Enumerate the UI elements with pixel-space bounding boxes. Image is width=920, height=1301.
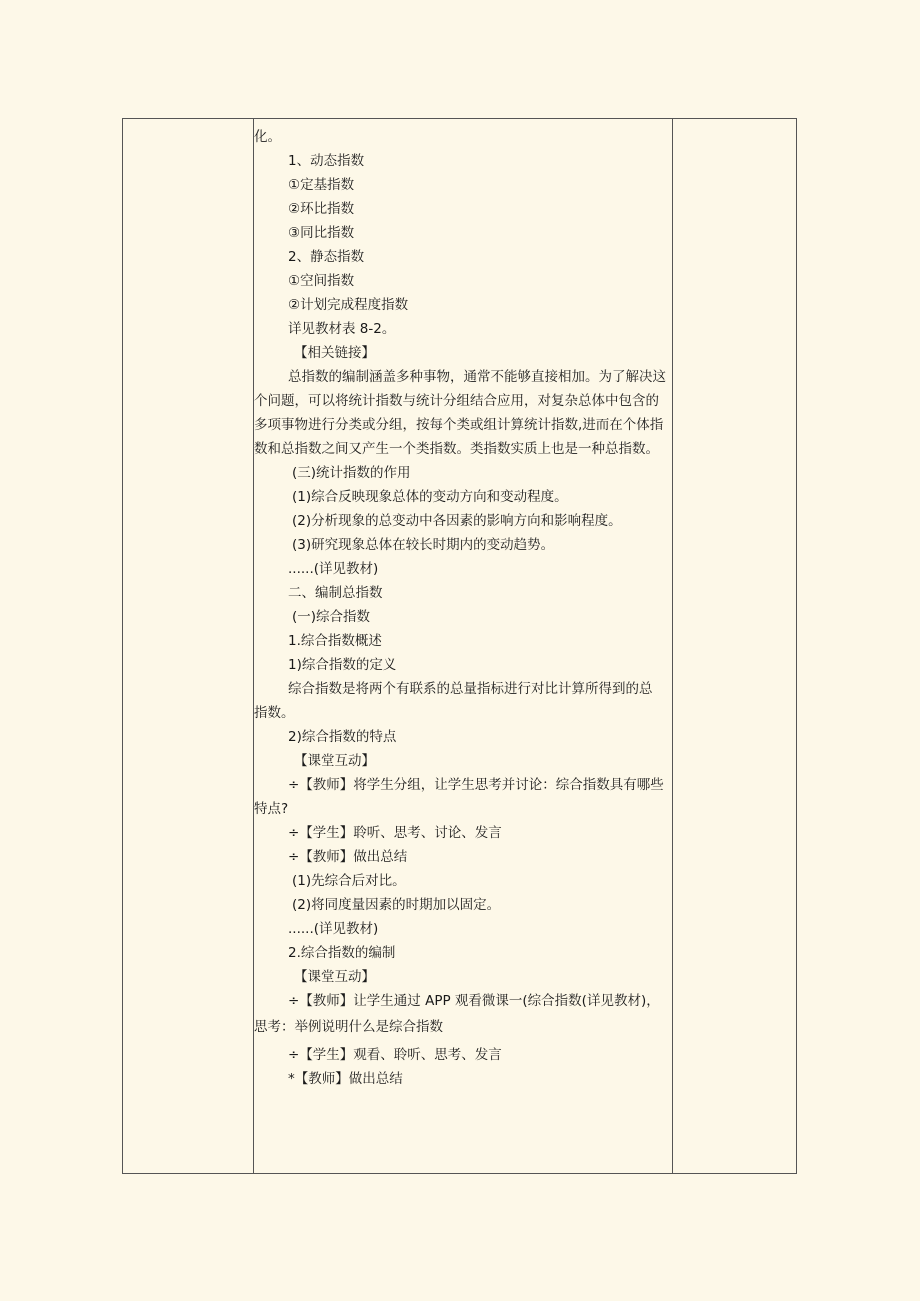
content-line: 综合指数是将两个有联系的总量指标进行对比计算所得到的总 xyxy=(288,681,653,697)
content-line: ÷【教师】做出总结 xyxy=(288,849,408,865)
content-line: ①空间指数 xyxy=(288,273,355,289)
content-line: (3)研究现象总体在较长时期内的变动趋势。 xyxy=(292,537,555,553)
content-line: 数和总指数之间又产生一个类指数。类指数实质上也是一种总指数。 xyxy=(254,441,659,457)
content-line: ÷【教师】让学生通过 APP 观看微课一(综合指数(详见教材)， xyxy=(288,993,660,1009)
content-line: (2)将同度量因素的时期加以固定。 xyxy=(292,897,501,913)
content-line: 多项事物进行分类或分组，按每个类或组计算统计指数,进而在个体指 xyxy=(254,417,664,433)
content-line: 2、静态指数 xyxy=(288,249,365,265)
content-line: (一)综合指数 xyxy=(292,609,371,625)
content-line: 1、动态指数 xyxy=(288,153,365,169)
content-line: ÷【学生】观看、聆听、思考、发言 xyxy=(288,1047,502,1063)
content-line: ......(详见教材) xyxy=(288,561,379,577)
content-line: 1.综合指数概述 xyxy=(288,633,382,649)
content-line: ......(详见教材) xyxy=(288,921,379,937)
content-line: 指数。 xyxy=(254,705,295,721)
content-line: 详见教材表 8-2。 xyxy=(288,321,396,337)
table-column-divider-right xyxy=(672,119,673,1173)
content-line: (三)统计指数的作用 xyxy=(292,465,411,481)
content-line: 2.综合指数的编制 xyxy=(288,945,396,961)
content-line: 【相关链接】 xyxy=(294,345,375,361)
content-line: ②计划完成程度指数 xyxy=(288,297,409,313)
content-line: 化。 xyxy=(254,129,281,145)
content-line: (1)综合反映现象总体的变动方向和变动程度。 xyxy=(292,489,568,505)
content-line: ②环比指数 xyxy=(288,201,355,217)
content-line: 【课堂互动】 xyxy=(294,969,375,985)
content-line: (1)先综合后对比。 xyxy=(292,873,406,889)
content-line: 2)综合指数的特点 xyxy=(288,729,397,745)
content-line: 1)综合指数的定义 xyxy=(288,657,397,673)
content-line: ÷【教师】将学生分组，让学生思考并讨论：综合指数具有哪些 xyxy=(288,777,664,793)
content-line: (2)分析现象的总变动中各因素的影响方向和影响程度。 xyxy=(292,513,622,529)
content-line: 思考：举例说明什么是综合指数 xyxy=(254,1019,443,1035)
content-line: 总指数的编制涵盖多种事物，通常不能够直接相加。为了解决这 xyxy=(288,369,666,385)
content-line: 二、编制总指数 xyxy=(288,585,383,601)
content-line: ③同比指数 xyxy=(288,225,355,241)
content-line: 特点? xyxy=(254,801,289,817)
content-line: 【课堂互动】 xyxy=(294,753,375,769)
content-line: ①定基指数 xyxy=(288,177,355,193)
content-line: ÷【学生】聆听、思考、讨论、发言 xyxy=(288,825,502,841)
lesson-plan-table xyxy=(122,118,797,1174)
content-line: 个问题，可以将统计指数与统计分组结合应用，对复杂总体中包含的 xyxy=(254,393,659,409)
content-line: *【教师】做出总结 xyxy=(288,1071,403,1087)
